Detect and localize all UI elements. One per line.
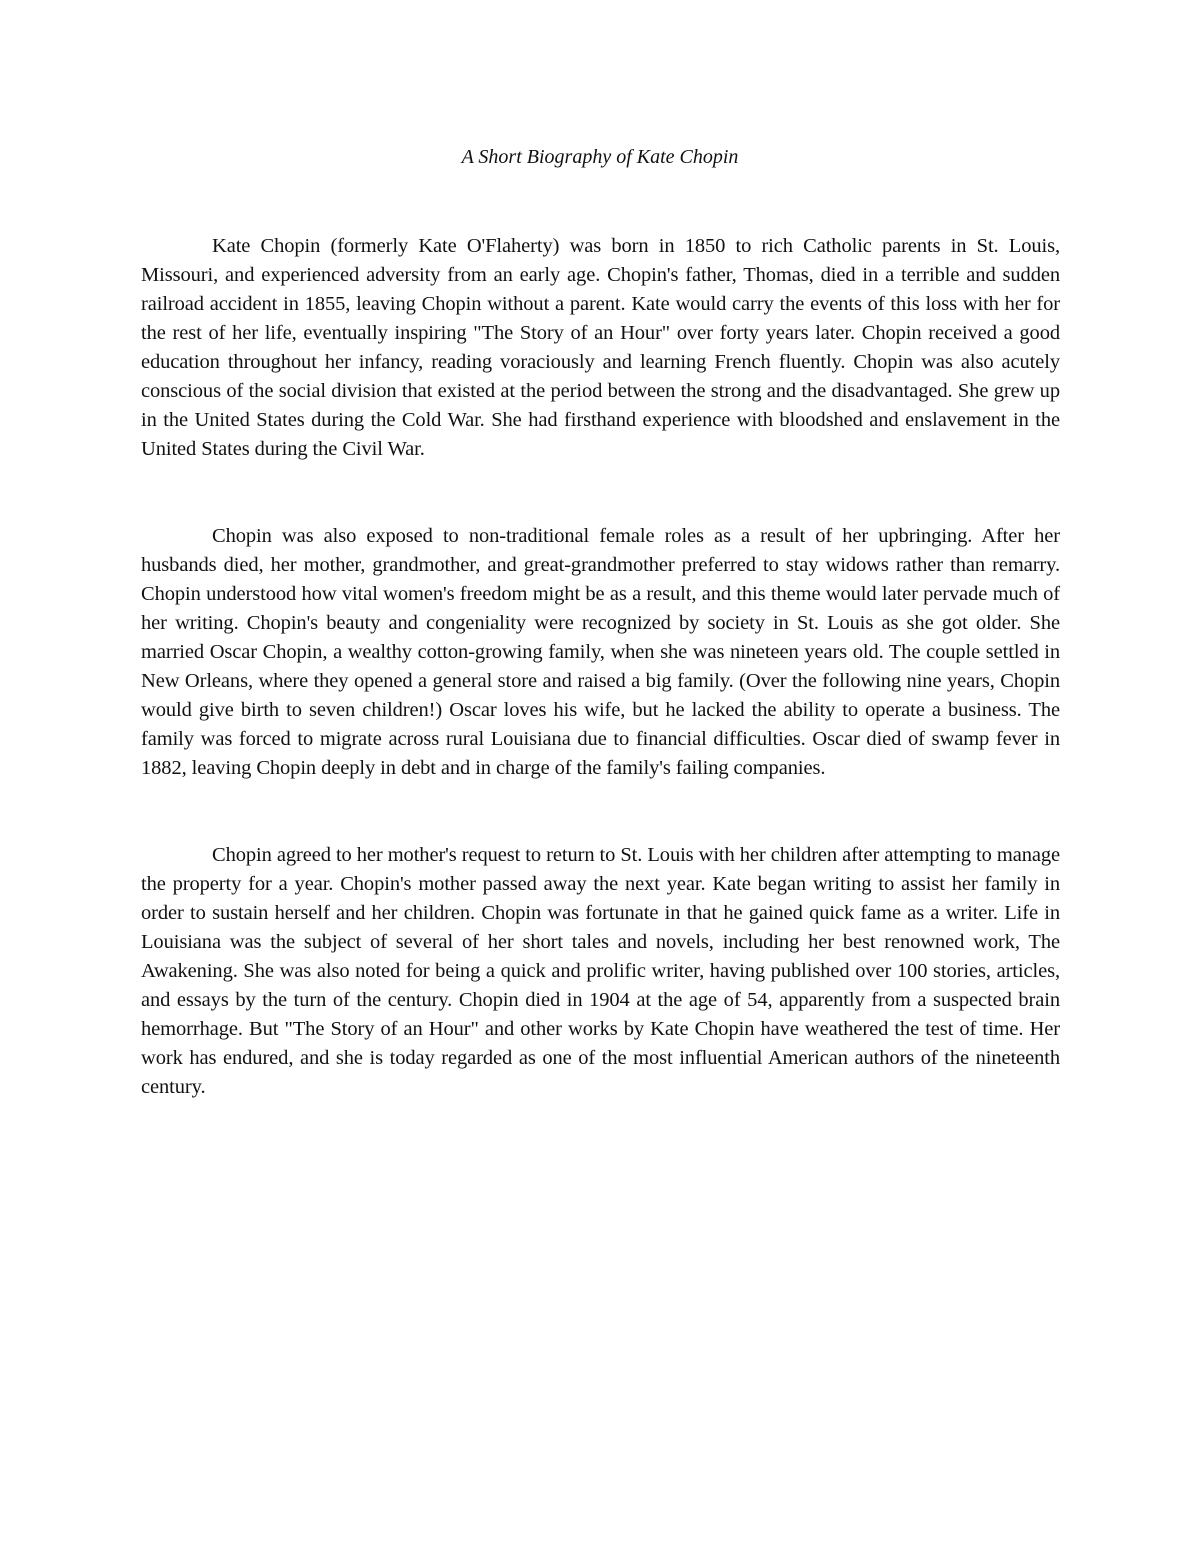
document-body (141, 232, 1060, 1160)
paragraph-2: Chopin was also exposed to non-traditional female roles as a result of her upbringing. After her husbands died, her mother, grandmother, and great-grandmother preferred to stay widows rather than remarry. Chopin understood how vital women's freedom might be as a result, and this theme would later pervade much of her writing. Chopin's beauty and congeniality were recognized by society in St. Louis as she got older. She married Oscar Chopin, a wealthy cotton-growing family, when she was nineteen years old. The couple settled in New Orleans, where they opened a general store and raised a big family. (Over the following nine years, Chopin would give birth to seven children!) Oscar loves his wife, but he lacked the ability to operate a business. The family was forced to migrate across rural Louisiana due to financial difficulties. Oscar died of swamp fever in 1882, leaving Chopin deeply in debt and in charge of the family's failing companies. (141, 525, 1060, 779)
document-title: A Short Biography of Kate Chopin (461, 146, 739, 168)
paragraph-1: Kate Chopin (formerly Kate O'Flaherty) was born in 1850 to rich Catholic parents in St. Louis, Missouri, and experienced adversity from an early age. Chopin's father, Thomas, died in a terrible and sudden railroad accident in 1855, leaving Chopin without a parent. Kate would carry the events of this loss with her for the rest of her life, eventually inspiring "The Story of an Hour" over forty years later. Chopin received a good education throughout her infancy, reading voraciously and learning French fluently. Chopin was also acutely conscious of the social division that existed at the period between the strong and the disadvantaged. She grew up in the United States during the Cold War. She had firsthand experience with bloodshed and enslavement in the United States during the Civil War. (141, 235, 1060, 460)
paragraph-3: Chopin agreed to her mother's request to return to St. Louis with her children after attempting to manage the property for a year. Chopin's mother passed away the next year. Kate began writing to assist her family in order to sustain herself and her children. Chopin was fortunate in that he gained quick fame as a writer. Life in Louisiana was the subject of several of her short tales and novels, including her best renowned work, The Awakening. She was also noted for being a quick and prolific writer, having published over 100 stories, articles, and essays by the turn of the century. Chopin died in 1904 at the age of 54, apparently from a suspected brain hemorrhage. But "The Story of an Hour" and other works by Kate Chopin have weathered the test of time. Her work has endured, and she is today regarded as one of the most influential American authors of the nineteenth century. (141, 844, 1060, 1098)
